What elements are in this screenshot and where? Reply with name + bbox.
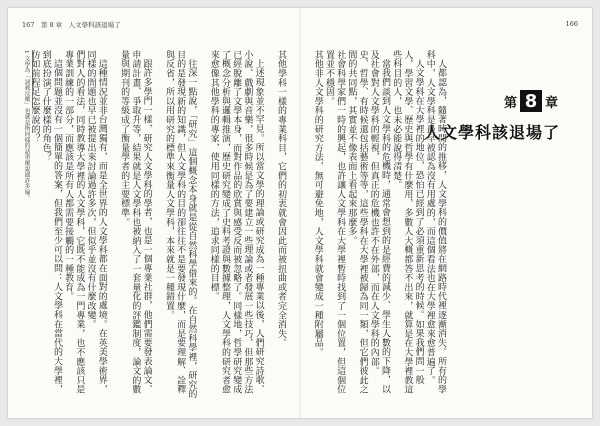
left-paragraph-6: 們對人的看法，同時教導大學裡的人文學科，它既不能成為一門專業，也不應該只是專業訓練的一部分，而應該是所有人都需要接觸的一種教育。 <box>63 50 85 395</box>
chapter-suffix: 章 <box>544 95 558 111</box>
left-paragraph-7: 這個問題並沒有一個簡單的答案，但我們至少可以問：人文學科在當代的大學裡，到底扮演了什麼樣的角色？ <box>40 50 62 394</box>
chapter-title: 人文學科該退場了 <box>423 123 560 142</box>
right-paragraph-6: 其他非人文學科的研究方法，無可避免地，人文學科就會變成一種附屬品。 <box>312 50 323 357</box>
left-paragraph-1: 其他學科一樣的專業科目，它們的初衷就會因此而被扭曲或者完全消失。 <box>276 50 286 348</box>
footnote: 1 文學為「詞義反覆」也就是指同樣的話重覆說過許多遍。 <box>23 50 29 201</box>
right-paragraph-1: 人都認為，隨著時間的推移，人文學科的價值將在網路時代裡逐漸消失。所有的學科中，人文學科是最早被認為沒有用處的，而這個看法也在大學裡愈來愈普遍了。 <box>424 50 446 394</box>
book-spread <box>8 8 592 418</box>
left-page-body <box>29 50 286 402</box>
left-paragraph-3: 往深一點說，「研究」這個概念本身就是從自然科學借來的。在自然科學裡，研究的目的是發現新的知識，但人文學科的目的卻往往不是要發現什麼，而是要理解、詮釋與反省，所以用研究的標準來衡量人文學科，本來就是一種錯置。 <box>163 50 197 399</box>
left-paragraph-2: 上述現象並不罕見。所以當文學的理論或研究成為一種專業以後，人們研究詩歌、小說、戲劇與音樂，很多時候是為了要建立一些理論或者發展一些技巧，但那些方法已經脫離了文學本身，而對作品的欣賞與感受反而被忽略了。同樣地，哲學研究變成了概念分析與邏輯推演，歷史研究變成了史料考證與數據整理，人文學科的研究者愈來愈像其他學科的專家，使用同樣的方法，追求同樣的目標。 <box>208 50 264 395</box>
right-page-number: 166 <box>565 20 578 28</box>
left-paragraph-5: 這種情況並非台灣獨有，而是全世界的人文學科都在面對的處境。在英美學術界，同樣的問題也早已被提出來討論過許多次，但似乎並沒有什麼改變。 <box>85 50 107 394</box>
right-paragraph-5: 社會科學家們一時的興起，也許讓人文學科在大學裡暫時找到了一個位置，但這個位置並不穩固。 <box>323 50 346 395</box>
right-paragraph-4: 史、哲學、有時候還包括藝術等等，這些學科在大學裡被歸為同一類，但它們彼此之間的共同點，其實並不像表面上看起來那麼多。 <box>346 50 368 395</box>
right-paragraph-2: 人文學科在大學裡的地位，恐怕已經到了必須重新思考的時候。如果我們問一般人，學習文學、歷史與哲學有什麼用，多數人大概都答不出來，就算是在大學裡教這些科目的人，也未必能說得清楚。 <box>391 50 424 395</box>
left-running-head: 167 第 8 章 人文學科該退場了 <box>22 21 121 29</box>
chapter-prefix: 第 <box>503 95 517 111</box>
book-gutter <box>299 8 301 418</box>
chapter-number-box: 8 <box>520 90 542 112</box>
right-page-body <box>312 50 446 402</box>
chapter-label <box>504 90 558 112</box>
right-paragraph-3: 當我們談到人文學科的危機時，通常會想到的是經費的減少、學生人數的下降，以及社會對人文學科的輕視，但真正的危機也許不在外部，而在人文學科的內部。 <box>368 50 390 394</box>
left-paragraph-8: 仿如前程足怎麼說的？ <box>29 50 40 143</box>
left-paragraph-4: 跟許多學門一樣，研究人文學科的學者，也是一個專業社群，他們需要發表論文、申請計畫、爭取升等，結果就是人文學科也被納入了一套量化的評鑑制度，論文的數量與期刊的等級成了衡量學者的主要標準。 <box>119 50 152 395</box>
